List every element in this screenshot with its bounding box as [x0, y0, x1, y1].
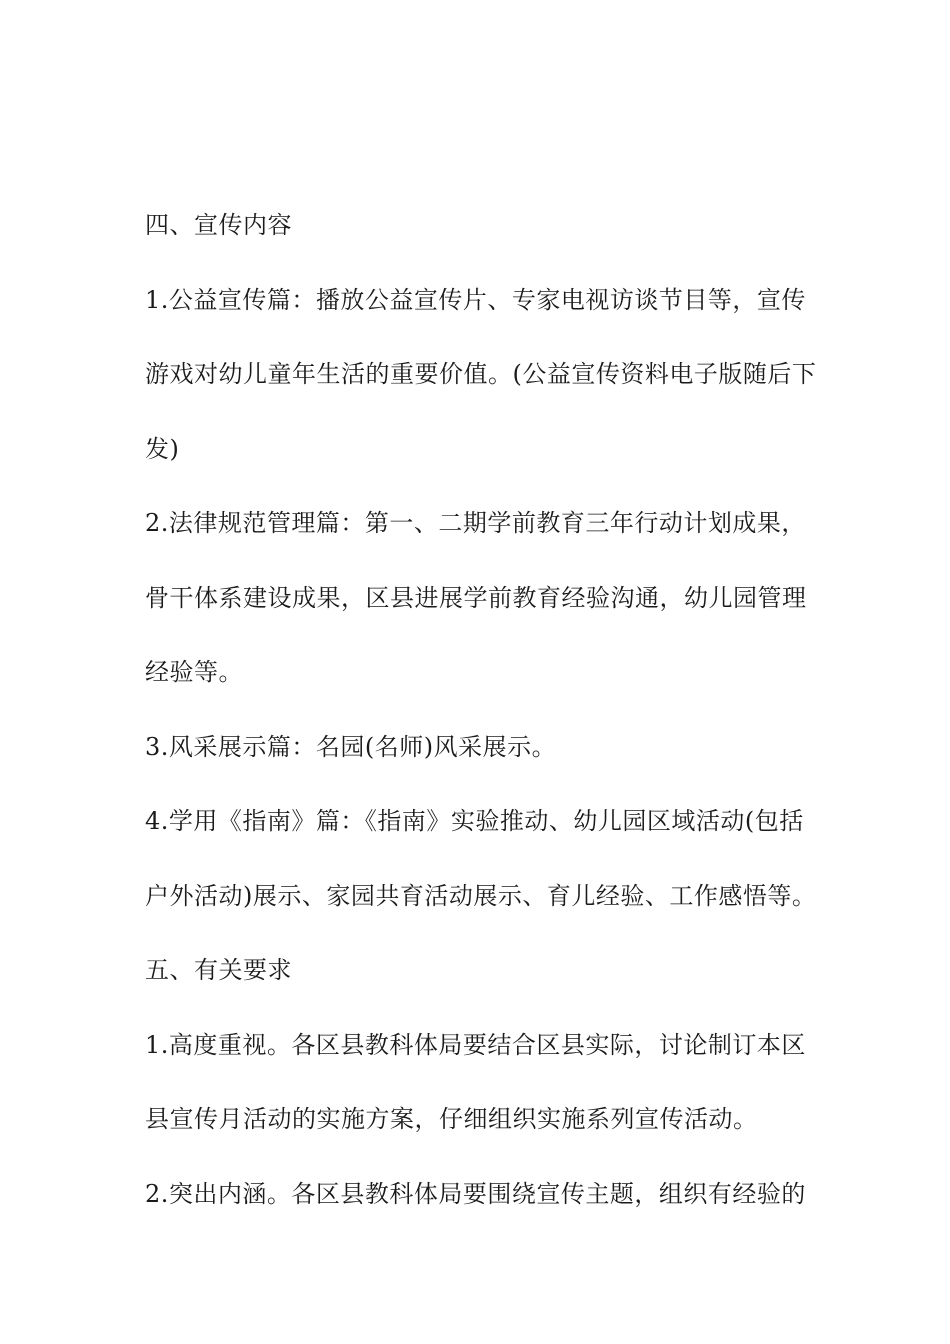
paragraph-line: 2.突出内涵。各区县教科体局要围绕宣传主题，组织有经验的: [145, 1179, 806, 1208]
paragraph-line: 3.风采展示篇：名园(名师)风采展示。: [145, 732, 557, 761]
document-body: [145, 188, 817, 1231]
paragraph-line: 经验等。: [145, 658, 243, 686]
paragraph-line: 骨干体系建设成果，区县进展学前教育经验沟通，幼儿园管理: [145, 583, 807, 612]
paragraph-line: 户外活动)展示、家园共育活动展示、育儿经验、工作感悟等。: [145, 881, 817, 910]
paragraph-line: 发): [145, 434, 180, 463]
paragraph-line: 4.学用《指南》篇：《指南》实验推动、幼儿园区域活动(包括: [145, 807, 804, 835]
paragraph-line: 2.法律规范管理篇：第一、二期学前教育三年行动计划成果，: [145, 509, 806, 537]
paragraph-line: 1.高度重视。各区县教科体局要结合区县实际，讨论制订本区: [145, 1030, 806, 1059]
section-heading-publicity-content: 四、宣传内容: [145, 211, 292, 239]
section-heading-requirements: 五、有关要求: [145, 956, 292, 984]
paragraph-line: 游戏对幼儿童年生活的重要价值。(公益宣传资料电子版随后下: [145, 360, 817, 388]
paragraph-line: 1.公益宣传篇：播放公益宣传片、专家电视访谈节目等，宣传: [145, 285, 806, 314]
paragraph-line: 县宣传月活动的实施方案，仔细组织实施系列宣传活动。: [145, 1105, 758, 1133]
